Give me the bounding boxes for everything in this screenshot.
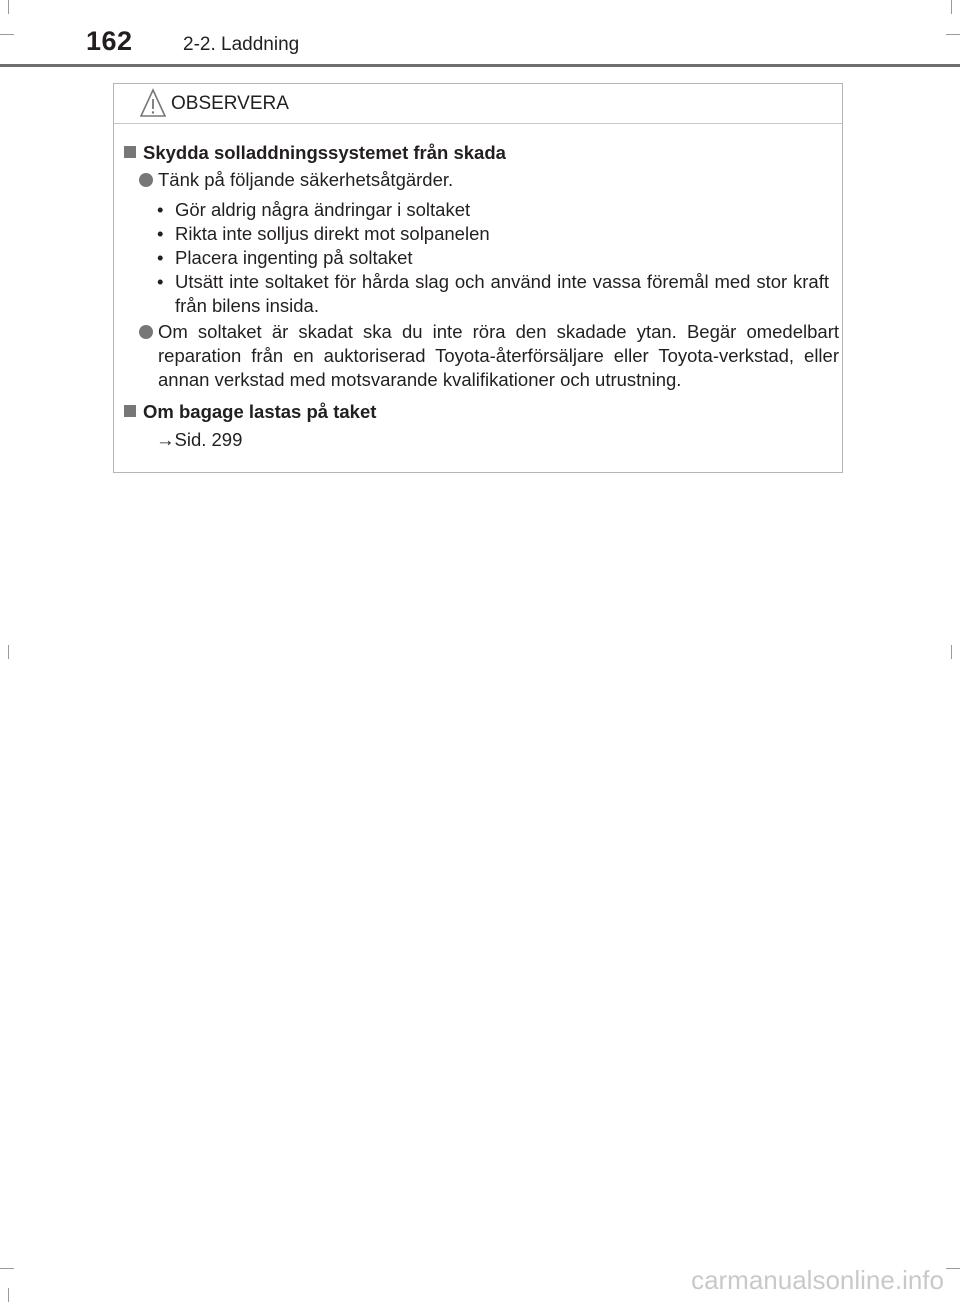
crop-mark	[951, 645, 952, 659]
caution-box	[113, 83, 843, 473]
bullet-item: • Rikta inte solljus direkt mot solpanelen	[157, 223, 490, 244]
circle-bullet-icon	[139, 173, 153, 187]
list-item: Om soltaket är skadat ska du inte röra den skadade ytan. Begär omedelbart reparation från en auktoriserad Toyota-återförsäljare eller Toyota-verkstad, eller annan verkstad med motsvarande kvalifikationer och utrustning.	[139, 320, 839, 392]
crop-mark	[8, 0, 9, 14]
caution-title: OBSERVERA	[171, 93, 289, 114]
subheading: Skydda solladdningssystemet från skada	[124, 142, 506, 164]
crop-mark	[0, 1268, 14, 1269]
crop-mark	[8, 1288, 9, 1302]
square-bullet-icon	[124, 405, 136, 417]
subheading: Om bagage lastas på taket	[124, 401, 376, 423]
page-reference[interactable]: →Sid. 299	[156, 429, 243, 450]
crop-mark	[8, 645, 9, 659]
list-item: Tänk på följande säkerhetsåtgärder.	[139, 168, 839, 192]
warning-triangle-icon	[140, 88, 166, 118]
bullet-item: • Utsätt inte soltaket för hårda slag och använd inte vassa föremål med stor kraft från bilens insida.	[157, 271, 829, 316]
crop-mark	[946, 1268, 960, 1269]
arrow-right-icon: →	[156, 429, 175, 450]
header-rule	[0, 64, 960, 67]
section-title: 2-2. Laddning	[183, 34, 300, 55]
caution-header	[114, 84, 842, 124]
watermark: carmanualsonline.info	[691, 1265, 944, 1295]
page-number: 162	[86, 26, 133, 56]
circle-bullet-icon	[139, 325, 153, 339]
bullet-item: • Placera ingenting på soltaket	[157, 247, 413, 268]
bullet-item: • Gör aldrig några ändringar i soltaket	[157, 199, 471, 220]
square-bullet-icon	[124, 146, 136, 158]
crop-mark	[951, 0, 952, 14]
crop-mark	[0, 34, 14, 35]
crop-mark	[946, 34, 960, 35]
